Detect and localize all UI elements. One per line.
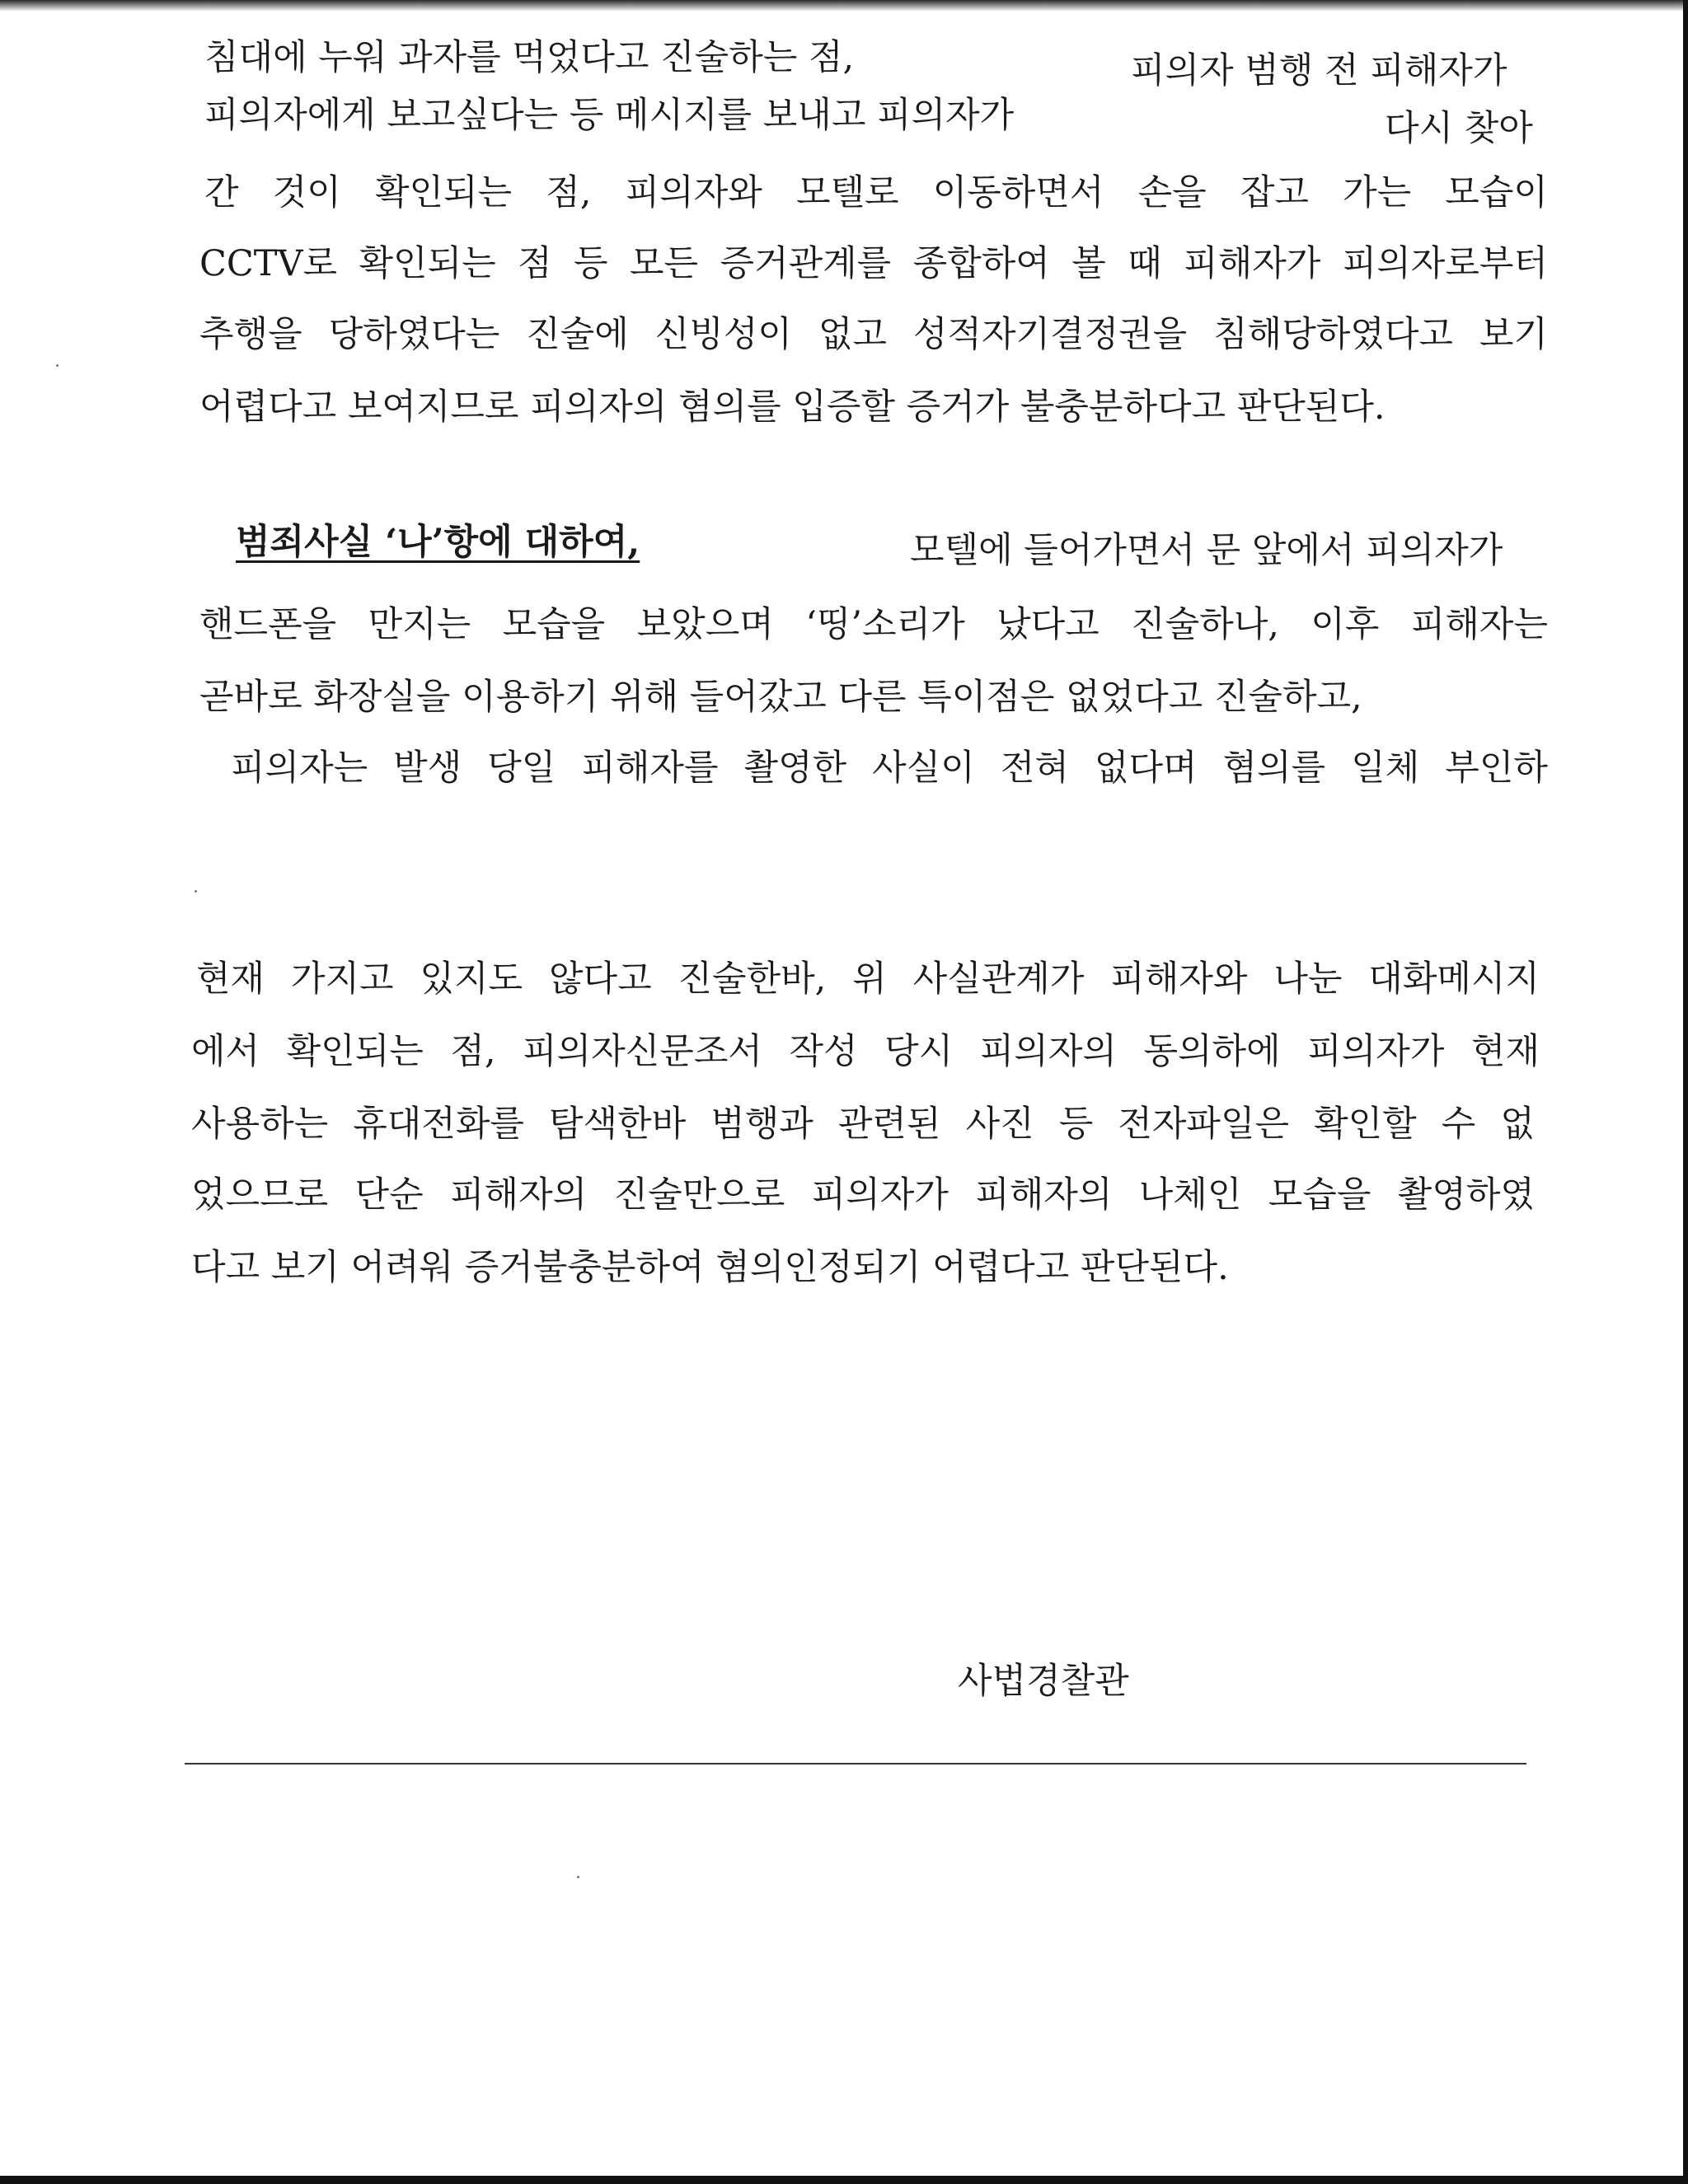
paragraph-1-line-2-right: 다시 찾아 — [1385, 108, 1533, 149]
paragraph-2-line-4: 피의자는 발생 당일 피해자를 촬영한 사실이 전혀 없다며 혐의를 일체 부인하 — [231, 748, 1548, 789]
paragraph-3-line-1: 현재 가지고 있지도 않다고 진술한바, 위 사실관계가 피해자와 나눈 대화메시지 — [196, 958, 1540, 1000]
paragraph-1-line-5: 추행을 당하였다는 진술에 신빙성이 없고 성적자기결정권을 침해당하였다고 보기 — [199, 314, 1548, 355]
scan-edge-bottom — [0, 2176, 1688, 2184]
paragraph-3-line-5: 다고 보기 어려워 증거불충분하여 혐의인정되기 어렵다고 판단된다. — [191, 1247, 1229, 1288]
paragraph-2-line-3: 곧바로 화장실을 이용하기 위해 들어갔고 다른 특이점은 없었다고 진술하고, — [199, 677, 1362, 718]
signature-title: 사법경찰관 — [958, 1661, 1129, 1702]
scan-speck — [577, 1876, 579, 1878]
section-heading: 범죄사실 ‘나’항에 대하여, — [236, 522, 640, 563]
signature-line — [185, 1763, 1526, 1765]
scan-speck — [195, 890, 197, 893]
paragraph-1-line-1-right: 피의자 범행 전 피해자가 — [1131, 50, 1507, 91]
scan-edge-top — [0, 0, 1688, 12]
paragraph-1-line-1-left: 침대에 누워 과자를 먹었다고 진술하는 점, — [204, 37, 855, 78]
scan-edge-right — [1683, 0, 1688, 2184]
paragraph-2-line-2: 핸드폰을 만지는 모습을 보았으며 ‘띵’소리가 났다고 진술하나, 이후 피해자는 — [199, 604, 1548, 645]
paragraph-3-line-3: 사용하는 휴대전화를 탐색한바 범행과 관련된 사진 등 전자파일은 확인할 수 없 — [191, 1104, 1535, 1145]
paragraph-3-line-2: 에서 확인되는 점, 피의자신문조서 작성 당시 피의자의 동의하에 피의자가 현재 — [191, 1031, 1540, 1072]
paragraph-1-line-4: CCTV로 확인되는 점 등 모든 증거관계를 종합하여 볼 때 피해자가 피의자로부터 — [199, 243, 1548, 284]
paragraph-1-line-3: 간 것이 확인되는 점, 피의자와 모텔로 이동하면서 손을 잡고 가는 모습이 — [204, 172, 1548, 213]
paragraph-1-line-2-left: 피의자에게 보고싶다는 등 메시지를 보내고 피의자가 — [204, 95, 1015, 136]
paragraph-2-line-1-right: 모텔에 들어가면서 문 앞에서 피의자가 — [910, 530, 1503, 571]
paragraph-3-line-4: 었으므로 단순 피해자의 진술만으로 피의자가 피해자의 나체인 모습을 촬영하였 — [191, 1174, 1535, 1216]
paragraph-1-line-6: 어렵다고 보여지므로 피의자의 혐의를 입증할 증거가 불충분하다고 판단된다. — [199, 387, 1386, 428]
scan-speck — [56, 364, 59, 367]
